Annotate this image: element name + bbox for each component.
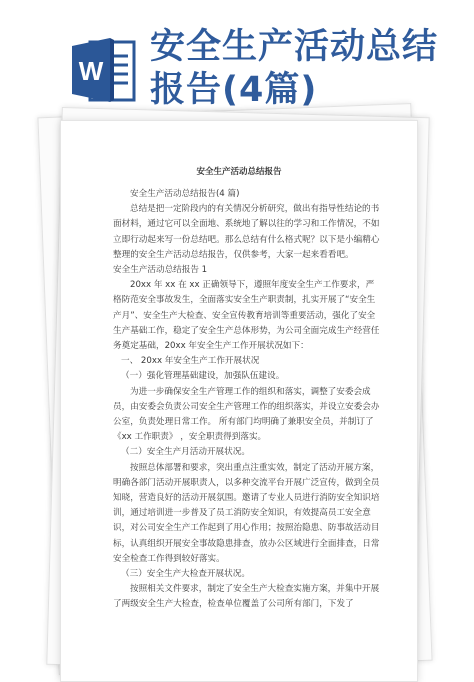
page-title [150,26,438,112]
doc-paragraph: 按照总体部署和要求，突出重点注重实效，制定了活动开展方案，明确各部门活动开展职责人，以多种交流平台开展广泛宣传，做到全员知晓，营造良好的活动开展氛围。邀请了专业人员进行消防安全知识培训，通过培训进一步普及了员工消防安全知识，有效提高员工安全意识，对公司安全生产工作起到了用心作用；按照治隐患、防事故活动目标，认真组织开展安全事故隐患排查，放办公区域进行全面排查，日常安全检查工作得到较好落实。 [113,462,380,564]
doc-paragraph: 按照相关文件要求，制定了安全生产大检查实施方案，并集中开展了两级安全生产大检查，检查单位覆盖了公司所有部门，下发了 [113,584,380,610]
doc-subheading: （一）强化管理基础建设，加强队伍建设。 [121,371,285,382]
document-title: 安全生产活动总结报告 [196,167,282,177]
doc-subheading: （二）安全生产月活动开展状况。 [121,447,250,458]
doc-paragraph: 总结是把一定阶段内的有关情况分析研究，做出有指导性结论的书面材料，通过它可以全面地、系统地了解以往的学习和工作情况，不如立即行动起来写一份总结吧。那么总结有什么格式呢？以下是小编精心整理的安全生产活动总结报告，仅供参考，大家一起来看看吧。 [113,204,380,260]
doc-subheading: （三）安全生产大检查开展状况。 [121,569,250,580]
document-body [113,187,381,613]
document-page [60,120,418,682]
title-line-1: 安全生产活动总结 [150,27,439,67]
doc-paragraph: 为进一步确保安全生产管理工作的组织和落实，调整了安委会成员，由安委会负责公司安全生产管理工作的组织落实，并设立安委会办公室，负责处理日常工作。 所有部门均明确了兼职安全员，并制订了《xx 工作职责》 ，安全职责得到落实。 [113,386,380,443]
doc-paragraph: 20xx 年 xx 在 xx 正确领导下，遵照年度安全生产工作要求，严格防范安全事故发生，全面落实安全生产职责制，扎实开展了“安全生产月”、安全生产大检查、安全宣传教育培训等重要活动，强化了安全生产基础工作，稳定了安全生产总体形势，为公司全面完成生产经营任务奠定基础，20xx 年安全生产工作开展状况如下： [113,280,380,352]
header-banner [0,0,474,120]
document-stack [40,108,432,668]
word-document-icon [70,34,138,106]
title-line-2: 报告(4篇) [150,70,318,110]
word-logo-letter: W [78,56,104,86]
doc-heading: 一、 20xx 年安全生产工作开展状况 [121,356,260,367]
doc-line: 安全生产活动总结报告(4 篇) [130,189,240,199]
doc-heading: 安全生产活动总结报告 1 [113,265,208,276]
